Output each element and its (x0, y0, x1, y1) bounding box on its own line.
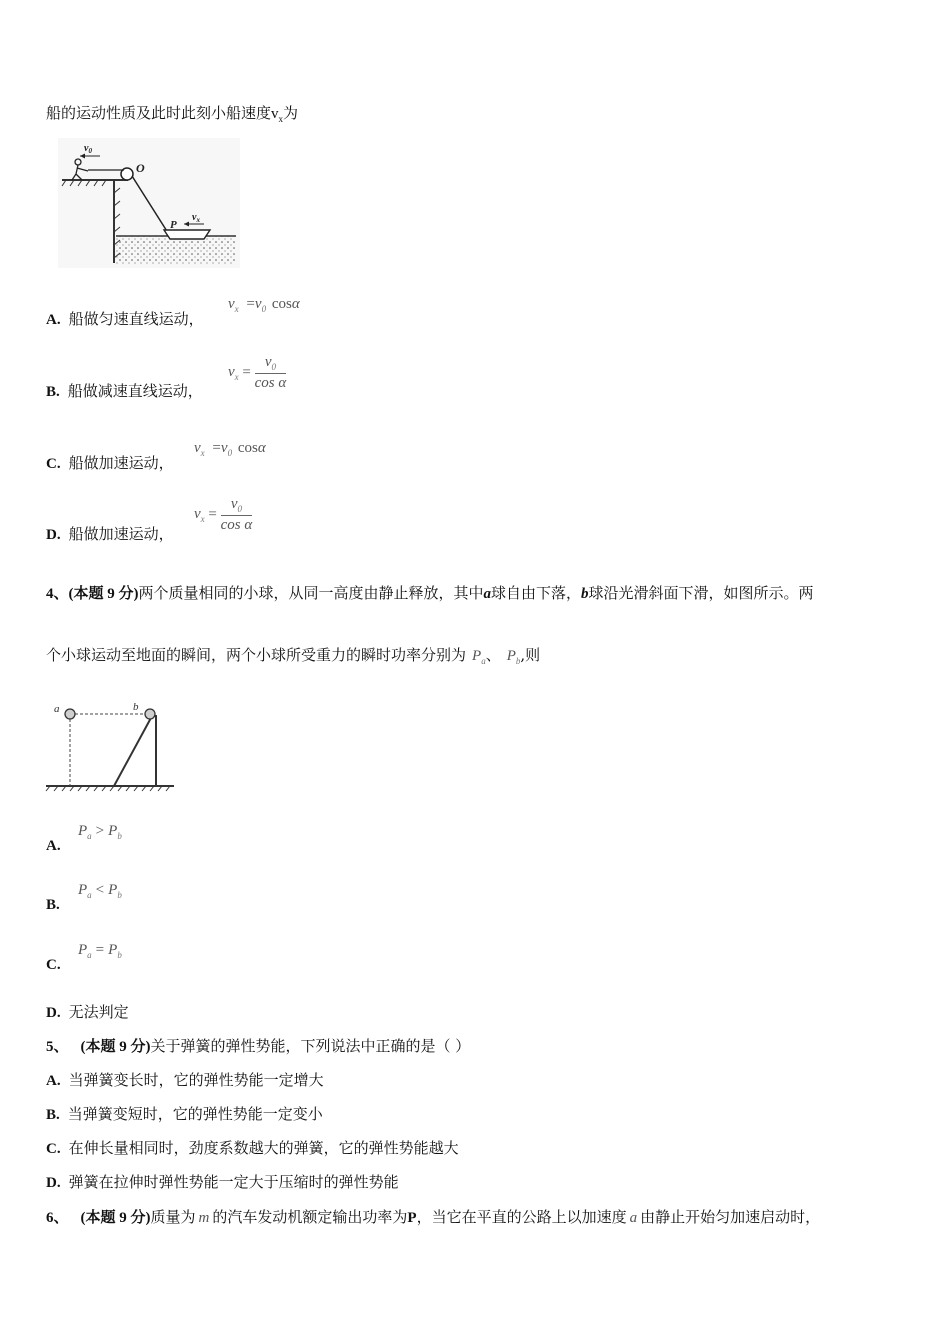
q3-option-d-formula: $v_x$ = $\frac{v_0}{\text{cos α}}$ (194, 496, 253, 533)
label-p: P (170, 219, 177, 231)
q5-stem: 5、 (本题 9 分)关于弹簧的弹性势能，下列说法中正确的是（ ） (46, 1037, 471, 1055)
label-o: O (136, 161, 145, 175)
q4-option-c-formula: $P_a = P_b$ (78, 942, 122, 960)
ball-b (145, 709, 155, 719)
q4-option-d[interactable]: D. 无法判定 (46, 1003, 129, 1021)
pb-symbol: $P_b$ (506, 648, 521, 666)
two-balls-figure (44, 700, 178, 792)
ball-a (65, 709, 75, 719)
q5-option-a[interactable]: A. 当弹簧变长时，它的弹性势能一定增大 (46, 1071, 324, 1089)
q3-option-c-formula: $v_x =v_0$ cosα (194, 440, 266, 458)
boat-rope-figure (58, 138, 240, 268)
q4-stem-line2: 个小球运动至地面的瞬间，两个小球所受重力的瞬时功率分别为 $P_a$、 $P_b$,则 (46, 646, 541, 666)
q3-option-a[interactable]: A. 船做匀速直线运动， (46, 310, 204, 328)
label-v0: $v_0$ (84, 143, 92, 155)
q5-option-c[interactable]: C. 在伸长量相同时，劲度系数越大的弹簧，它的弹性势能越大 (46, 1139, 459, 1157)
pa-symbol: $P_a$ (472, 648, 486, 666)
boat (164, 230, 210, 239)
vx-symbol: $v_x$ (271, 106, 284, 124)
q4-option-b-formula: $P_a < P_b$ (78, 882, 122, 900)
water (116, 236, 236, 264)
label-vx: $v_x$ (192, 212, 200, 224)
q5-option-b[interactable]: B. 当弹簧变短时，它的弹性势能一定变小 (46, 1105, 323, 1123)
incline (114, 716, 156, 786)
q3-option-c[interactable]: C. 船做加速运动， (46, 454, 174, 472)
q4-option-a-formula: $P_a > P_b$ (78, 823, 122, 841)
intro-line: 船的运动性质及此时此刻小船速度$v_x$为 (46, 104, 299, 124)
q3-option-b-formula: $v_x$ = $\frac{v_0}{\text{cos α}}$ (228, 354, 287, 391)
q3-option-a-formula: $v_x =v_0$ cosα (228, 296, 300, 314)
q4-option-c[interactable]: C. (46, 957, 61, 973)
q3-option-d[interactable]: D. 船做加速运动， (46, 525, 174, 543)
label-a: a (54, 703, 60, 715)
q4-option-a[interactable]: A. (46, 838, 61, 854)
q6-stem: 6、 (本题 9 分)质量为 m 的汽车发动机额定输出功率为P，当它在平直的公路上以加速度 a 由静止开始匀加速启动时， (46, 1208, 821, 1226)
q4-option-b[interactable]: B. (46, 897, 60, 913)
label-b: b (133, 701, 139, 713)
q3-option-b[interactable]: B. 船做减速直线运动， (46, 382, 203, 400)
q4-stem-line1: 4、(本题 9 分)两个质量相同的小球，从同一高度由静止释放，其中a球自由下落，b球沿光滑斜面下滑，如图所示。两 (46, 584, 814, 602)
q5-option-d[interactable]: D. 弹簧在拉伸时弹性势能一定大于压缩时的弹性势能 (46, 1173, 399, 1191)
